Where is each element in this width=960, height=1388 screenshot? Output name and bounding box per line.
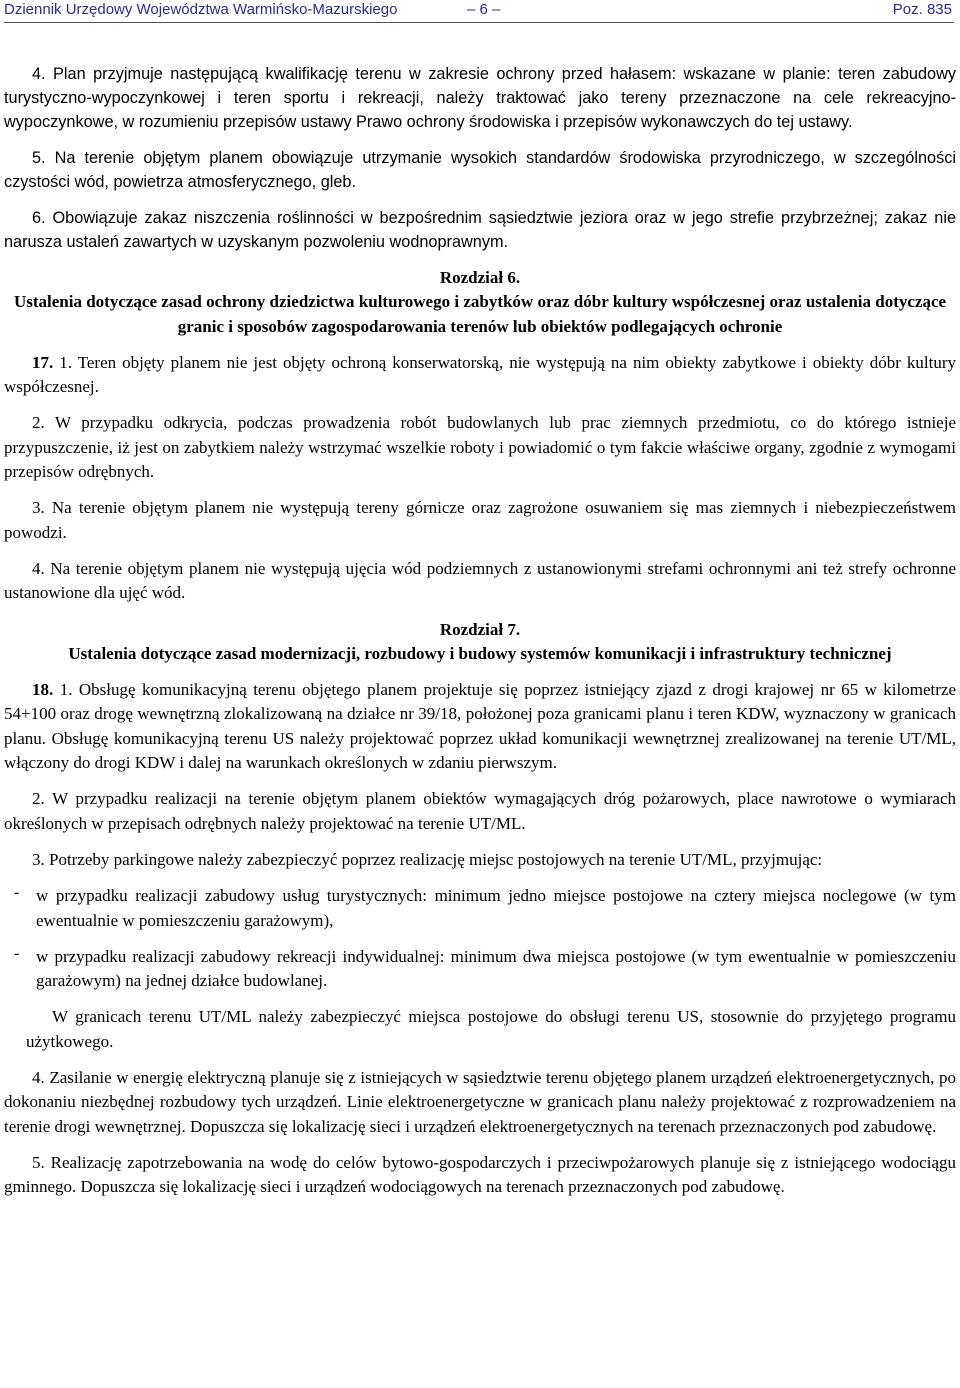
section-18-item-1-text: 1. Obsługę komunikacyjną terenu objętego planem projektuje się poprzez istniejący zjazd z drogi krajowej nr 65 w kilometrze 54+100 oraz drogę wewnętrzną zlokalizowaną na działce nr 39/18, położonej poza granicami planu i teren KDW, wyznaczony w granicach planu. Obsługę komunikacyjną terenu US należy projektować poprzez układ komunikacji wewnętrznej zrealizowanej na terenie UT/ML, włączony do drogi KDW i dalej na warunkach określonych w zdaniu pierwszym. (4, 680, 957, 773)
paragraph-6: 6. Obowiązuje zakaz niszczenia roślinności w bezpośrednim sąsiedztwie jeziora oraz w jego strefie przybrzeżnej; zakaz nie narusza ustaleń zawartych w uzyskanym pozwoleniu wodnoprawnym. (4, 209, 956, 251)
chapter-6-label: Rozdział 6. (439, 268, 521, 287)
section-17-item-4: 4. Na terenie objętym planem nie występują ujęcia wód podziemnych z ustanowionymi strefami ochronnymi ani też strefy ochronne ustanowione dla ujęć wód. (4, 558, 956, 603)
section-17-number: 17. (32, 352, 54, 372)
section-17-item-3: 3. Na terenie objętym planem nie występują tereny górnicze oraz zagrożone osuwaniem się mas ziemnych i niebezpieczeństwem powodzi. (4, 498, 956, 542)
page-header (4, 0, 954, 23)
journal-title: Dziennik Urzędowy Województwa Warmińsko-Mazurskiego (4, 1, 398, 18)
section-18-item-3: 3. Potrzeby parkingowe należy zabezpieczyć poprzez realizację miejsc postojowych na terenie UT/ML, przyjmując: (32, 849, 823, 869)
document-body (4, 62, 956, 1200)
dash-marker: - (14, 884, 20, 902)
section-18-item-4: 4. Zasilanie w energię elektryczną planuje się z istniejących w sąsiedztwie terenu objętego planem urządzeń elektroenergetycznych, po dokonaniu niezbędnej rozbudowy tych urządzeń. Linie elektroenergetyczne w granicach planu należy projektować z rozprowadzeniem na terenie drogi wewnętrznej. Dopuszcza się lokalizację sieci i urządzeń elektroenergetycznych na terenach przeznaczonych pod zabudowę. (4, 1068, 956, 1136)
page-number: – 6 – (467, 1, 501, 18)
section-18-item-3-continuation: W granicach terenu UT/ML należy zabezpieczyć miejsca postojowe do obsługi terenu US, stosownie do przyjętego programu użytkowego. (26, 1007, 956, 1051)
section-18-item-2: 2. W przypadku realizacji na terenie objętym planem obiektów wymagających dróg pożarowych, place nawrotowe o wymiarach określonych w przepisach odrębnych należy projektować na terenie UT/ML. (4, 789, 956, 833)
chapter-7-title: Ustalenia dotyczące zasad modernizacji, rozbudowy i budowy systemów komunikacji i infrastruktury technicznej (68, 643, 892, 663)
paragraph-4: 4. Plan przyjmuje następującą kwalifikację terenu w zakresie ochrony przed hałasem: wskazane w planie: teren zabudowy turystyczno-wypoczynkowej i teren sportu i rekreacji, należy traktować jako tereny przeznaczone na cele rekreacyjno-wypoczynkowe, w rozumieniu przepisów ustawy Prawo ochrony środowiska i przepisów wykonawczych do tej ustawy. (4, 65, 956, 131)
section-17-item-2: 2. W przypadku odkrycia, podczas prowadzenia robót budowlanych lub prac ziemnych przedmiotu, co do którego istnieje przypuszczenie, iż jest on zabytkiem należy wstrzymać wszelkie roboty i powiadomić o tym fakcie właściwe organy, zgodnie z wymogami przepisów odrębnych. (4, 413, 956, 482)
dash-marker: - (14, 944, 20, 962)
section-18-item-5: 5. Realizację zapotrzebowania na wodę do celów bytowo-gospodarczych i przeciwpożarowych planuje się z istniejącego wodociągu gminnego. Dopuszcza się lokalizację sieci i urządzeń wodociągowych na terenach przeznaczonych pod zabudowę. (4, 1152, 956, 1197)
paragraph-5: 5. Na terenie objętym planem obowiązuje utrzymanie wysokich standardów środowiska przyrodniczego, w szczególności czystości wód, powietrza atmosferycznego, gleb. (4, 149, 956, 191)
chapter-7-label: Rozdział 7. (439, 619, 521, 639)
section-17-item-1-text: 1. Teren objęty planem nie jest objęty ochroną konserwatorską, nie występują na nim obiekty zabytkowe i obiekty dóbr kultury współczesnej. (4, 352, 956, 397)
chapter-6-title: Ustalenia dotyczące zasad ochrony dziedzictwa kulturowego i zabytków oraz dóbr kultury współczesnej oraz ustalenia dotyczące granic i sposobów zagospodarowania terenów lub obiektów podlegających ochronie (13, 292, 947, 336)
section-18-number: 18. (32, 680, 54, 700)
section-17-item-1 (4, 351, 956, 400)
list-item-text: w przypadku realizacji zabudowy usług turystycznych: minimum jedno miejsce postojowe na cztery miejsca noclegowe (w tym ewentualnie w pomieszczeniu garażowym), (36, 886, 956, 930)
list-item (4, 884, 956, 933)
position-number: Poz. 835 (892, 1, 952, 18)
list-item (4, 945, 956, 994)
section-18-item-1 (4, 678, 956, 775)
list-item-text: w przypadku realizacji zabudowy rekreacji indywidualnej: minimum dwa miejsca postojowe (w tym ewentualnie w pomieszczeniu garażowym) na jednej działce budowlanej. (36, 946, 956, 991)
